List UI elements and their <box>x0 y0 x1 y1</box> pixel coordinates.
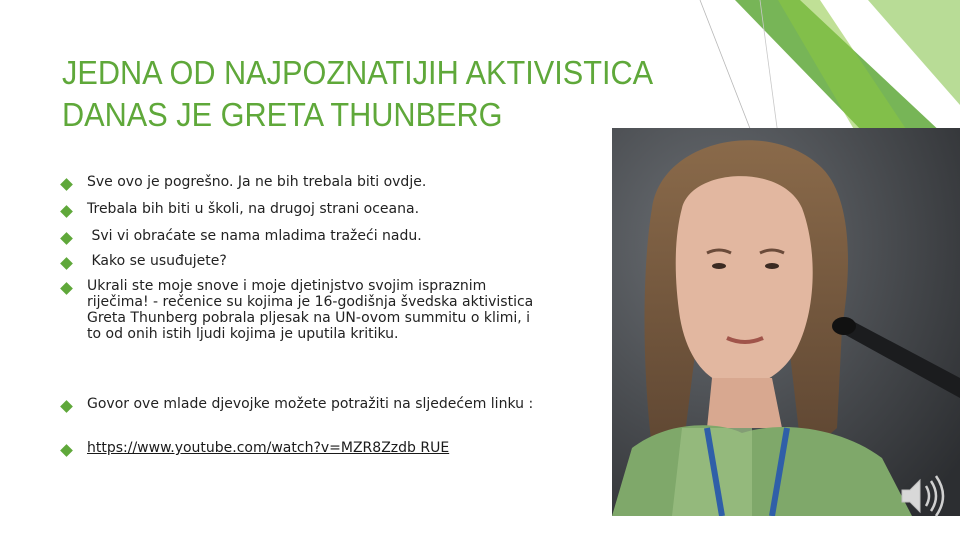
bullet-item <box>62 278 534 342</box>
speaker-photo <box>612 128 960 516</box>
bullet-text: Govor ove mlade djevojke možete potražiti na sljedećem linku : <box>87 396 534 412</box>
slide-title <box>62 52 694 136</box>
bullet-item <box>62 201 420 217</box>
speaker-icon[interactable] <box>894 472 946 520</box>
bullet-item <box>62 228 422 244</box>
bullet-text: Svi vi obraćate se nama mladima tražeći nadu. <box>87 228 422 244</box>
diamond-bullet-icon <box>60 232 73 245</box>
diamond-bullet-icon <box>60 178 73 191</box>
bullet-item <box>62 396 534 412</box>
bullet-text: Sve ovo je pogrešno. Ja ne bih trebala biti ovdje. <box>87 174 427 190</box>
title-line-2: DANAS JE GRETA THUNBERG <box>62 96 503 133</box>
diamond-bullet-icon <box>60 205 73 218</box>
bullet-text: Kako se usuđujete? <box>87 253 227 269</box>
diamond-bullet-icon <box>60 444 73 457</box>
bullet-link-wrapper <box>87 440 542 456</box>
diamond-bullet-icon <box>60 257 73 270</box>
bullet-text: Trebala bih biti u školi, na drugoj strani oceana. <box>87 201 420 217</box>
bullet-item <box>62 174 427 190</box>
diamond-bullet-icon <box>60 282 73 295</box>
bullet-text: Ukrali ste moje snove i moje djetinjstvo svojim ispraznim riječima! - rečenice su kojima je 16-godišnja švedska aktivistica Greta Thunberg pobrala pljesak na UN-ovom summitu o klimi, i to od onih istih ljudi kojima je uputila kritiku. <box>87 278 534 342</box>
bullet-item <box>62 440 450 456</box>
bullet-item <box>62 253 227 269</box>
diamond-bullet-icon <box>60 400 73 413</box>
title-line-1: JEDNA OD NAJPOZNATIJIH AKTIVISTICA <box>62 54 654 91</box>
portrait-illustration <box>612 128 960 516</box>
youtube-link[interactable]: https://www.youtube.com/watch?v=MZR8Zzdb RUE <box>87 440 450 456</box>
